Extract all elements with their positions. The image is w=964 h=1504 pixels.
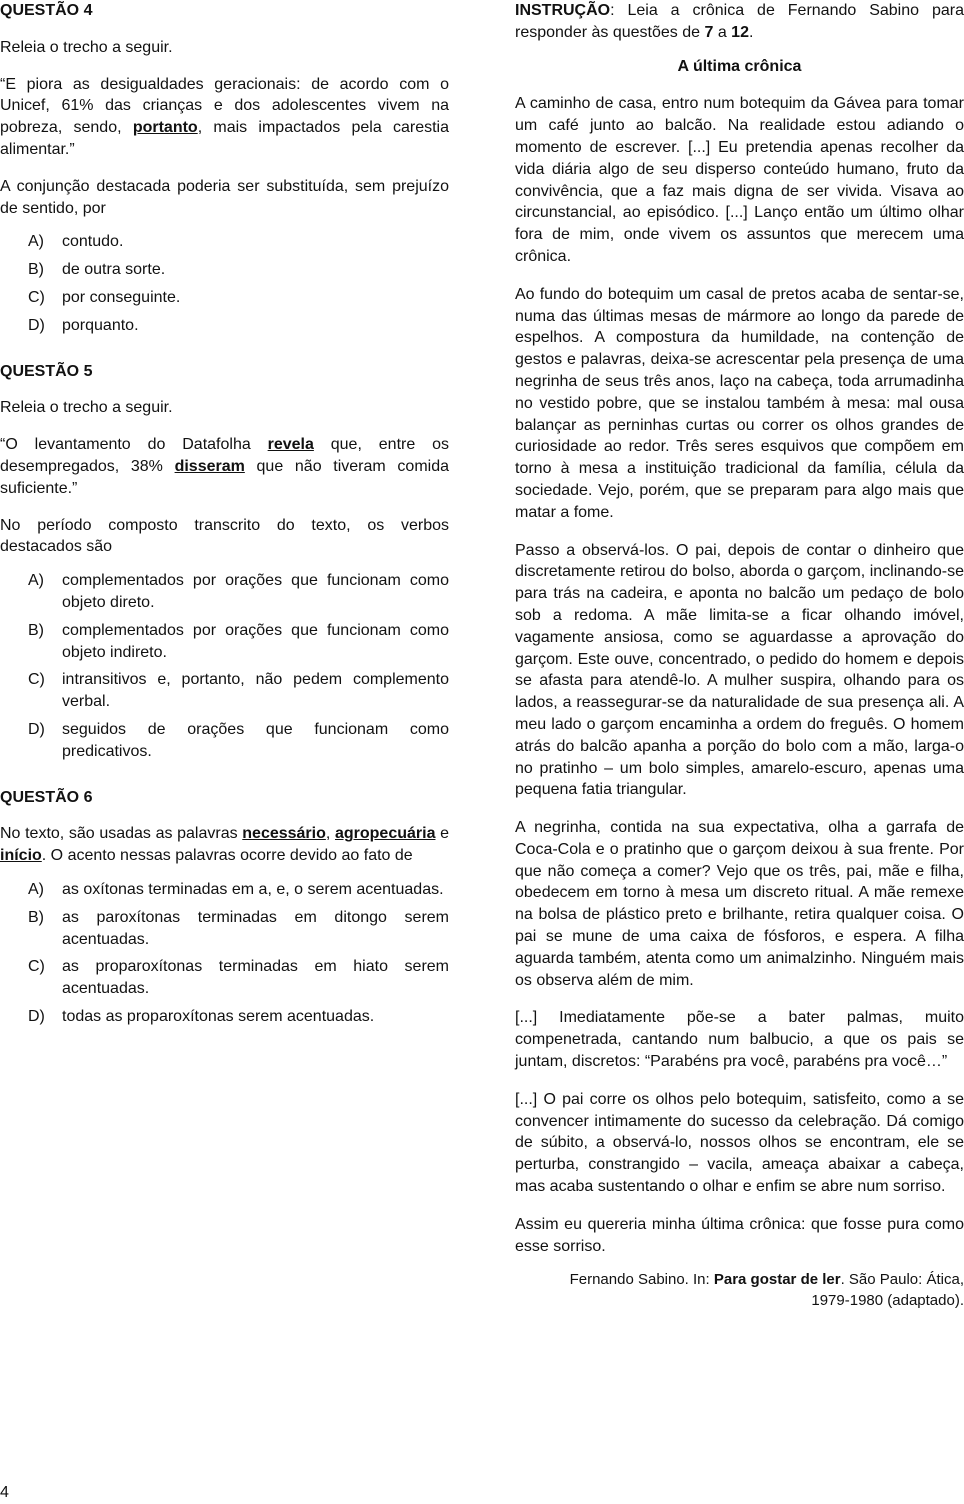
instruction: INSTRUÇÃO: Leia a crônica de Fernando Sabino para responder às questões de 7 a 12.	[515, 2, 964, 41]
question-4-quote: “E piora as desigualdades geracionais: de acordo com o Unicef, 61% das crianças e dos adolescentes vivem na pobreza, sendo, portanto, mais impactados pela carestia alimentar.”	[0, 75, 449, 158]
question-5-intro: Releia o trecho a seguir.	[0, 399, 173, 417]
question-4-intro: Releia o trecho a seguir.	[0, 38, 173, 56]
highlight-agropecuaria: agropecuária	[334, 825, 436, 843]
question-5-options	[0, 570, 449, 762]
question-5-quote: “O levantamento do Datafolha revela que, entre os desempregados, 38% disseram que não tiveram comida suficiente.”	[0, 436, 450, 497]
option-a: A) complementados por orações que funcionam como objeto direto.	[28, 572, 449, 611]
question-4-title: QUESTÃO 4	[0, 2, 93, 19]
highlight-inicio: início	[0, 847, 42, 865]
question-4-stem: A conjunção destacada poderia ser substituída, sem prejuízo de sentido, por	[0, 177, 449, 217]
question-6-options	[0, 879, 449, 1028]
option-d: D) seguidos de orações que funcionam como predicativos.	[28, 720, 449, 760]
question-5-title: QUESTÃO 5	[0, 362, 93, 380]
option-b: B) as paroxítonas terminadas em ditongo serem acentuadas.	[28, 908, 449, 948]
highlight-revela: revela	[267, 436, 314, 454]
question-6-stem: No texto, são usadas as palavras necessário, agropecuária e início. O acento nessas palavras ocorre devido ao fato de	[0, 825, 450, 865]
option-c: C) as proparoxítonas terminadas em hiato serem acentuadas.	[28, 958, 449, 998]
question-4-options	[0, 231, 449, 336]
chronicle-paragraph-6: [...] O pai corre os olhos pelo botequim, satisfeito, como a se convencer intimamente do sucesso da celebração. Dá comigo de súbito, a observá-lo, nossos olhos se encontram, ele se perturba, constrangido – vacila, ameaça abaixar a cabeça, mas acaba sustentando o olhar e enfim se abre num sorriso.	[515, 1090, 964, 1196]
chronicle-paragraph-2: Ao fundo do botequim um casal de pretos acaba de sentar-se, numa das últimas mesas de mármore ao longo da parede de espelhos. A compostura da humildade, na contenção de gestos e palavras, deixa-se acrescentar pela presença de uma negrinha de seus três anos, laço na cabeça, toda arrumadinha no vestido pobre, que se instalou também à mesa: mal ousa balançar as perninhas curtas ou correr os olhos grandes de curiosidade ao redor. Três seres esquivos que compõem em torno à mesa a instituição tradicional da família, célula da sociedade. Vejo, porém, que se preparam para algo mais que matar a fome.	[515, 285, 964, 521]
highlight-necessario: necessário	[242, 825, 326, 843]
question-5-stem: No período composto transcrito do texto, os verbos destacados são	[0, 516, 449, 556]
option-b: B) complementados por orações que funcionam como objeto indireto.	[28, 621, 449, 661]
chronicle-paragraph-3: Passo a observá-los. O pai, depois de contar o dinheiro que discretamente retirou do bolso, aborda o garçom, inclinando-se para trás na cadeira, e aponta no balcão um pedaço de bolo sob a redoma. A mãe limita-se a ficar olhando imóvel, vagamente ansiosa, como se aguardasse a aprovação do garçom. Este ouve, concentrado, o pedido do homem e depois se afasta para atendê-lo. A mulher suspira, olhando para os lados, a reassegurar-se da naturalidade de sua presença ali. A meu lado o garçom encaminha a ordem do freguês. O homem atrás do balcão apanha a porção do bolo com a mão, larga-o no pratinho – um bolo simples, amarelo-escuro, apenas uma pequena fatia triangular.	[515, 541, 964, 799]
question-6	[0, 787, 449, 1028]
option-d: D) todas as proparoxítonas serem acentuadas.	[28, 1007, 375, 1025]
chronicle-paragraph-4: A negrinha, contida na sua expectativa, olha a garrafa de Coca-Cola e o pratinho que o garçom deixou à sua frente. Por que não começa a comer? Vejo que os três, pai, mãe e filha, obedecem em torno à mesa um discreto ritual. A mãe remexe na bolsa de plástico preto e brilhante, retira qualquer coisa. O pai se mune de uma caixa de fósforos, e espera. A filha aguarda também, atenta como um animalzinho. Ninguém mais os observa além de mim.	[515, 819, 964, 989]
option-d: D) porquanto.	[28, 316, 139, 334]
chronicle-source: Fernando Sabino. In: Para gostar de ler. São Paulo: Ática, 1979-1980 (adaptado).	[569, 1271, 964, 1310]
chronicle-paragraph-7: Assim eu quereria minha última crônica: que fosse pura como esse sorriso.	[515, 1215, 964, 1255]
left-column	[0, 0, 449, 1034]
chronicle-paragraph-5: [...] Imediatamente põe-se a bater palmas, muito compenetrada, cantando num balbucio, a que os pais se juntam, discretos: “Parabéns pra você, parabéns pra você…”	[515, 1009, 964, 1071]
question-5	[0, 361, 449, 763]
right-column	[515, 0, 964, 1311]
question-6-title: QUESTÃO 6	[0, 788, 93, 806]
highlight-portanto: portanto	[132, 119, 198, 137]
page-number: 4	[0, 1484, 9, 1501]
chronicle-title: A última crônica	[677, 57, 802, 75]
option-a: A) as oxítonas terminadas em a, e, o serem acentuadas.	[28, 880, 444, 898]
question-4	[0, 0, 449, 337]
option-a: A) contudo.	[28, 233, 124, 251]
chronicle-paragraph-1: A caminho de casa, entro num botequim da Gávea para tomar um café junto ao balcão. Na realidade estou adiando o momento de escrever. [...] Eu pretendia apenas recolher da vida diária algo de seu disperso conteúdo humano, fruto da convivência, que a faz mais digna de ser vivida. Visava ao circunstancial, ao episódico. [...] Lanço então um último olhar fora de mim, onde vivem os assuntos que merecem uma crônica.	[515, 95, 964, 265]
option-c: C) intransitivos e, portanto, não pedem complemento verbal.	[28, 671, 449, 711]
highlight-disseram: disseram	[174, 457, 245, 475]
option-b: B) de outra sorte.	[28, 261, 166, 279]
option-c: C) por conseguinte.	[28, 288, 181, 306]
